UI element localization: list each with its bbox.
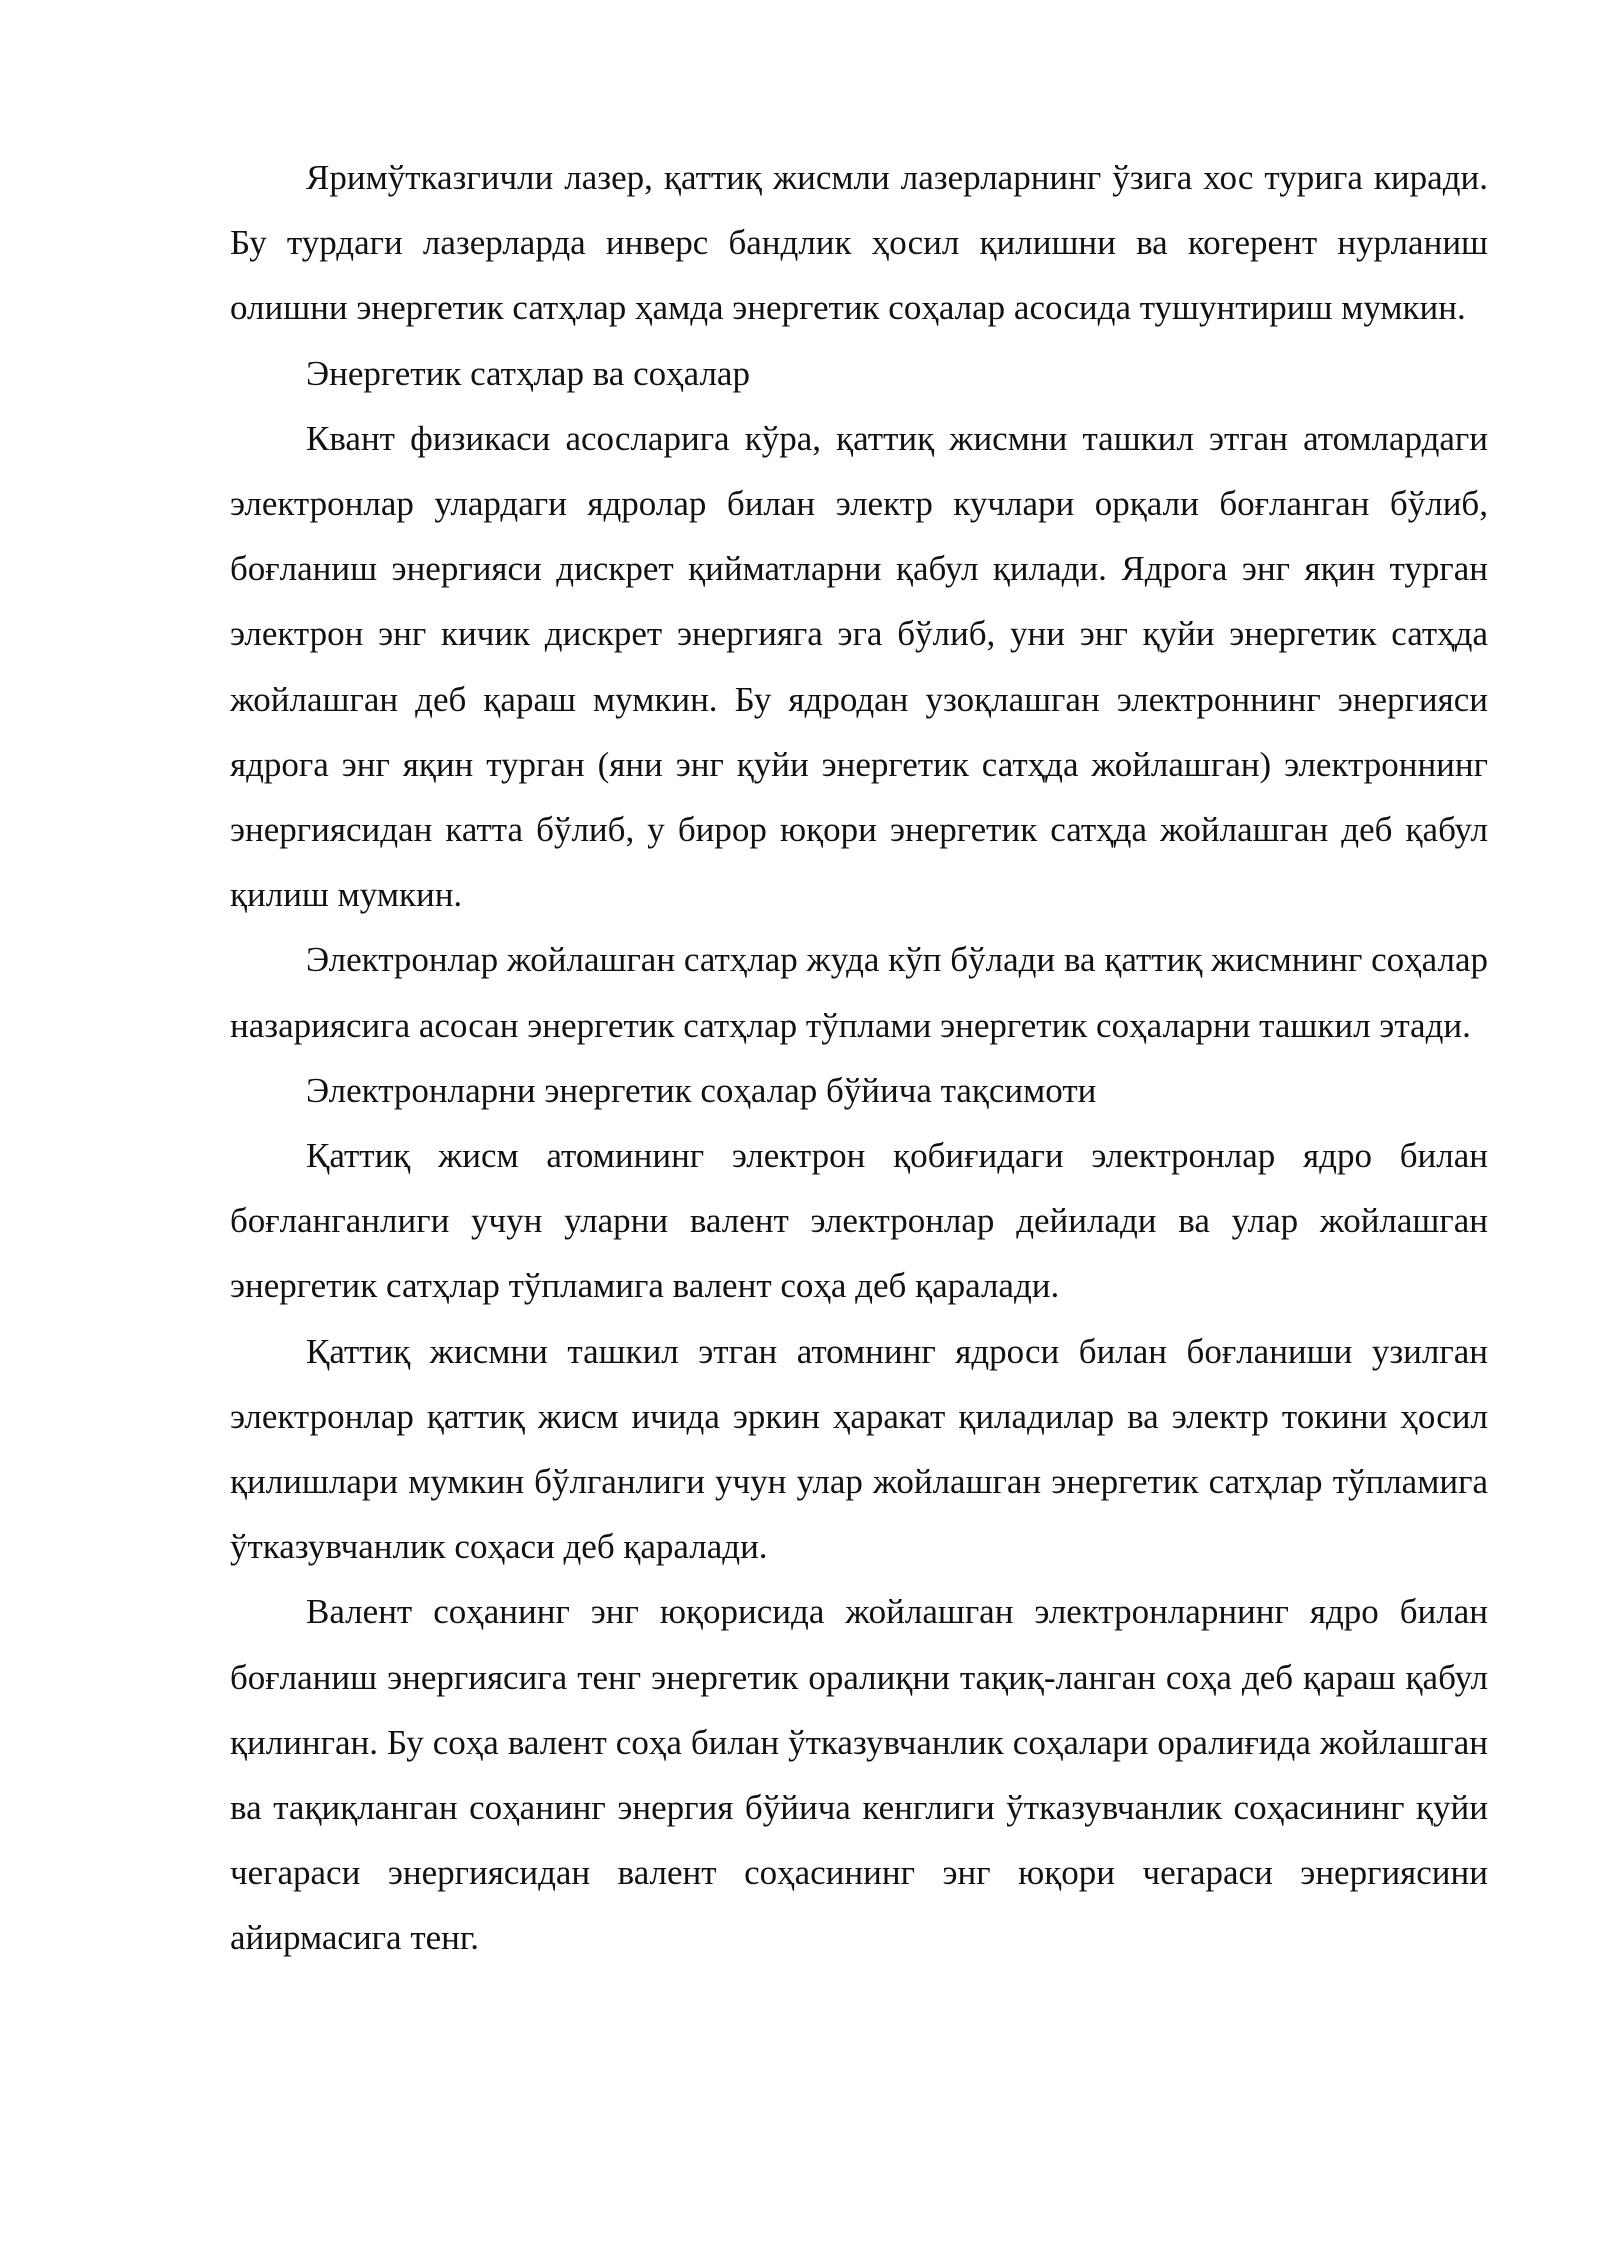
paragraph-forbidden-band: Валент соҳанинг энг юқорисида жойлашган электронларнинг ядро билан боғланиш энергиясига тенг энергетик оралиқни тақиқ-ланган соҳа деб қараш қабул қилинган. Бу соҳа валент соҳа билан ўтказувчанлик соҳалари оралиғида жойлашган ва тақиқланган соҳанинг энергия бўйича кенглиги ўтказувчанлик соҳасининг қуйи чегараси энергиясидан валент соҳасининг энг юқори чегараси энергиясини айирмасига тенг. (230, 1592, 1488, 1958)
paragraph-conduction-band: Қаттиқ жисмни ташкил этган атомнинг ядроси билан боғланиши узилган электронлар қаттиқ жисм ичида эркин ҳаракат қиладилар ва электр токини ҳосил қилишлари мумкин бўлганлиги учун улар жойлашган энергетик сатҳлар тўпламига ўтказувчанлик соҳаси деб қаралади. (230, 1331, 1488, 1567)
document-body (230, 145, 1488, 1971)
paragraph-band-theory: Электронлар жойлашган сатҳлар жуда кўп бўлади ва қаттиқ жисмнинг соҳалар назариясига асосан энергетик сатҳлар тўплами энергетик соҳаларни ташкил этади. (230, 940, 1488, 1045)
section-heading-levels-and-bands: Энергетик сатҳлар ва соҳалар (306, 353, 750, 393)
paragraph-valence-band: Қаттиқ жисм атомининг электрон қобиғидаги электронлар ядро билан боғланганлиги учун уларни валент электронлар дейилади ва улар жойлашган энергетик сатҳлар тўпламига валент соҳа деб қаралади. (230, 1136, 1488, 1306)
section-heading-electron-distribution: Электронларни энергетик соҳалар бўйича тақсимоти (306, 1070, 1097, 1110)
paragraph-quantum-physics: Квант физикаси асосларига кўра, қаттиқ жисмни ташкил этган атомлардаги электронлар улардаги ядролар билан электр кучлари орқали боғланган бўлиб, боғланиш энергияси дискрет қийматларни қабул қилади. Ядрога энг яқин турган электрон энг кичик дискрет энергияга эга бўлиб, уни энг қуйи энергетик сатҳда жойлашган деб қараш мумкин. Бу ядродан узоқлашган электроннинг энергияси ядрога энг яқин турган (яни энг қуйи энергетик сатҳда жойлашган) электроннинг энергиясидан катта бўлиб, у бирор юқори энергетик сатҳда жойлашган деб қабул қилиш мумкин. (230, 418, 1488, 915)
paragraph-intro: Яримўтказгичли лазер, қаттиқ жисмли лазерларнинг ўзига хос турига киради. Бу турдаги лазерларда инверс бандлик ҳосил қилишни ва когерент нурланиш олишни энергетик сатҳлар ҳамда энергетик соҳалар асосида тушунтириш мумкин. (230, 158, 1488, 328)
